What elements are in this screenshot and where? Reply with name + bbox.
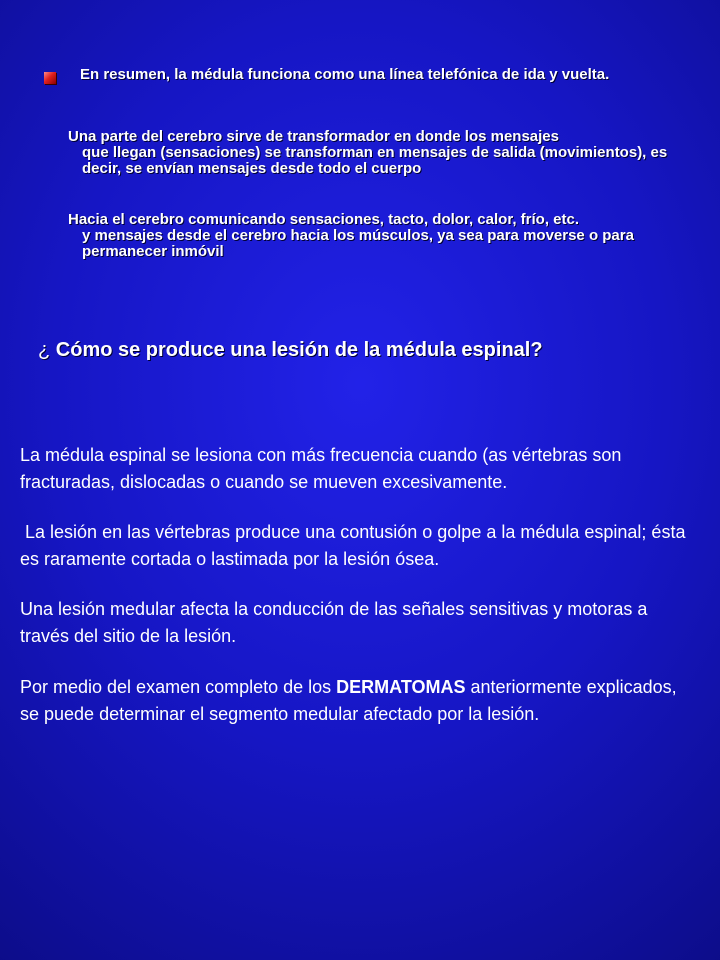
paragraph-first-line: Hacia el cerebro comunicando sensaciones, tacto, dolor, calor, frío, etc. xyxy=(68,211,580,228)
summary-bullet-text: En resumen, la médula funciona como una línea telefónica de ida y vuelta. xyxy=(80,66,610,83)
brain-transformer-paragraph xyxy=(68,129,678,177)
dermatomas-term: DERMATOMAS xyxy=(336,677,466,697)
body-paragraph-4-start: Por medio del examen completo de los xyxy=(20,677,337,697)
body-paragraph-4 xyxy=(20,674,700,728)
section-heading xyxy=(38,337,708,363)
heading-close-question-mark: ? xyxy=(530,339,543,361)
body-paragraph-3: Una lesión medular afecta la conducción de las señales sensitivas y motoras a través del sitio de la lesión. xyxy=(20,599,648,646)
body-paragraph-2: La lesión en las vértebras produce una contusión o golpe a la médula espinal; ésta es raramente cortada o lastimada por la lesión ósea. xyxy=(20,522,691,569)
heading-open-question-mark: ¿ xyxy=(38,339,56,361)
body-paragraph-4-end: anteriormente explicados, se puede determinar el segmento medular afectado por la lesión. xyxy=(20,677,677,724)
paragraph-continuation: y mensajes desde el cerebro hacia los músculos, ya sea para moverse o para permanecer inmóvil xyxy=(82,227,634,260)
body-paragraph-1: La médula espinal se lesiona con más frecuencia cuando (as vértebras son fracturadas, dislocadas o cuando se mueven excesivamente. xyxy=(20,445,622,492)
paragraph-continuation: que llegan (sensaciones) se transforman en mensajes de salida (movimientos), es decir, se envían mensajes desde todo el cuerpo xyxy=(82,144,668,177)
paragraph-first-line: Una parte del cerebro sirve de transformador en donde los mensajes xyxy=(68,128,559,145)
summary-bullet xyxy=(44,67,684,84)
heading-text: Cómo se produce una lesión de la médula espinal xyxy=(55,339,531,361)
brain-messages-paragraph xyxy=(68,212,678,260)
red-square-bullet-icon xyxy=(44,72,56,84)
